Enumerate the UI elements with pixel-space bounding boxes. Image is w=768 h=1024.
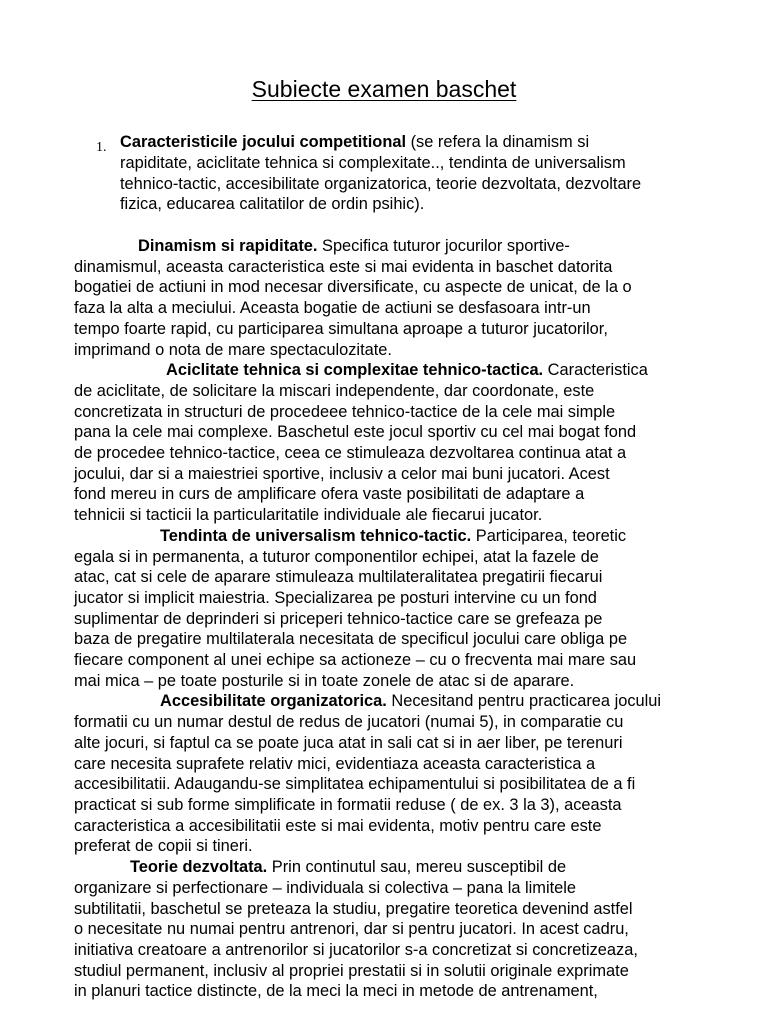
paragraph-text: Caracteristica [543,361,648,380]
list-item-text: (se refera la dinamism si [406,133,590,151]
paragraph-accesibilitate [74,691,700,857]
paragraph-line: preferat de copii si tineri. [74,837,253,856]
paragraph-line: care necesita suprafete relativ mici, evidentiaza aceasta caracteristica a [74,754,596,773]
paragraph-line: faza la alta a meciului. Aceasta bogatie de actiuni se desfasoara intr-un [74,299,591,318]
paragraph-line: tempo foarte rapid, cu participarea simultana aproape a tuturor jucatorilor, [74,319,608,338]
paragraph-line [74,857,700,878]
paragraph-aciclitate [74,360,700,526]
paragraph-line: initiativa creatoare a antrenorilor si jucatorilor s-a concretizat si concretizeaza, [74,940,638,959]
paragraph-text: Necesitand pentru practicarea jocului [386,692,662,711]
paragraph-line: jucator si implicit maiestria. Specializarea pe posturi intervine cu un fond [74,588,597,607]
paragraph-line: tehnicii si tacticii la particularitatile individuale ale fiecarui jucator. [74,506,543,525]
paragraph-line: pana la cele mai complexe. Baschetul este jocul sportiv cu cel mai bogat fond [74,423,637,442]
paragraph-line: caracteristica a accesibilitatii este si mai evidenta, motiv pentru care este [74,816,602,835]
list-item-heading: Caracteristicile jocului competitional [120,133,407,151]
paragraph-heading: Tendinta de universalism tehnico-tactic. [160,526,472,545]
paragraph-line: studiul permanent, inclusiv al propriei prestatii si in solutii originale exprimate [74,961,629,980]
paragraph-line: mai mica – pe toate posturile si in toate zonele de atac si de aparare. [74,671,575,690]
paragraph-line: organizare si perfectionare – individuala si colectiva – pana la limitele [74,878,577,897]
paragraph-line [74,526,700,547]
paragraph-line [74,691,700,712]
paragraph-line: subtilitatii, baschetul se preteaza la studiu, pregatire teoretica devenind astfel [74,899,633,918]
paragraph-heading: Aciclitate tehnica si complexitae tehnico-tactica. [166,361,544,380]
paragraph-line: suplimentar de deprinderi si priceperi tehnico-tactice care se grefeaza pe [74,609,603,628]
paragraph-line [74,236,700,257]
paragraph-line: egala si in permanenta, a tuturor componentilor echipei, atat la fazele de [74,547,599,566]
paragraph-line: fiecare component al unei echipe sa actioneze – cu o frecventa mai mare sau [74,651,637,670]
paragraph-line: de procedee tehnico-tactice, ceea ce stimuleaza dezvoltarea continua atat a [74,444,627,463]
list-item-line: rapiditate, aciclitate tehnica si complexitate.., tendinta de universalism [120,153,626,172]
paragraph-text: Specifica tuturor jocurilor sportive- [317,237,570,255]
paragraph-line: alte jocuri, si faptul ca se poate juca atat in sali cat si in aer liber, pe terenuri [74,733,623,752]
paragraph-line: dinamismul, aceasta caracteristica este si mai evidenta in baschet datorita [74,257,613,276]
paragraph-line: de aciclitate, de solicitare la miscari independente, dar coordonate, este [74,381,595,400]
paragraph-line: accesibilitatii. Adaugandu-se simplitatea echipamentului si posibilitatea de a fi [74,775,636,794]
list-item-line: fizica, educarea calitatilor de ordin psihic). [120,195,425,214]
document-title: Subiecte examen baschet [251,76,517,102]
paragraph-heading: Teorie dezvoltata. [130,858,268,877]
paragraph-line: in planuri tactice distincte, de la meci la meci in metode de antrenament, [74,982,598,1001]
list-item-content [120,132,710,215]
paragraph-heading: Dinamism si rapiditate. [138,237,318,255]
list-item-line: tehnico-tactic, accesibilitate organizatorica, teorie dezvoltata, dezvoltare [120,174,642,193]
paragraph-line: bogatiei de actiuni in mod necesar diversificate, cu aspecte de unicat, de la o [74,278,632,297]
paragraph-universalism [74,526,700,692]
document-body [74,236,700,1002]
paragraph-line: atac, cat si cele de aparare stimuleaza multilateralitatea pregatirii fiecarui [74,568,603,587]
paragraph-line: fond mereu in curs de amplificare ofera vaste posibilitati de adaptare a [74,485,585,504]
list-item-number: 1. [96,140,107,155]
paragraph-text: Participarea, teoretic [471,526,627,545]
list-item-line [120,132,710,153]
paragraph-line: o necesitate nu numai pentru antrenori, dar si pentru jucatori. In acest cadru, [74,920,629,939]
paragraph-line: jocului, dar si a maiestriei sportive, inclusiv a celor mai buni jucatori. Acest [74,464,610,483]
paragraph-heading: Accesibilitate organizatorica. [160,692,387,711]
paragraph-dinamism [74,236,700,360]
paragraph-line: imprimand o nota de mare spectaculozitate. [74,340,392,359]
paragraph-line [74,360,700,381]
paragraph-text: Prin continutul sau, mereu susceptibil de [267,858,567,877]
paragraph-line: practicat si sub forme simplificate in formatii reduse ( de ex. 3 la 3), aceasta [74,795,622,814]
paragraph-teorie [74,857,700,1002]
paragraph-line: formatii cu un numar destul de redus de jucatori (numai 5), in comparatie cu [74,713,624,732]
paragraph-line: baza de pregatire multilaterala necesitata de specificul jocului care obliga pe [74,630,628,649]
paragraph-line: concretizata in structuri de procedeee tehnico-tactice de la cele mai simple [74,402,616,421]
